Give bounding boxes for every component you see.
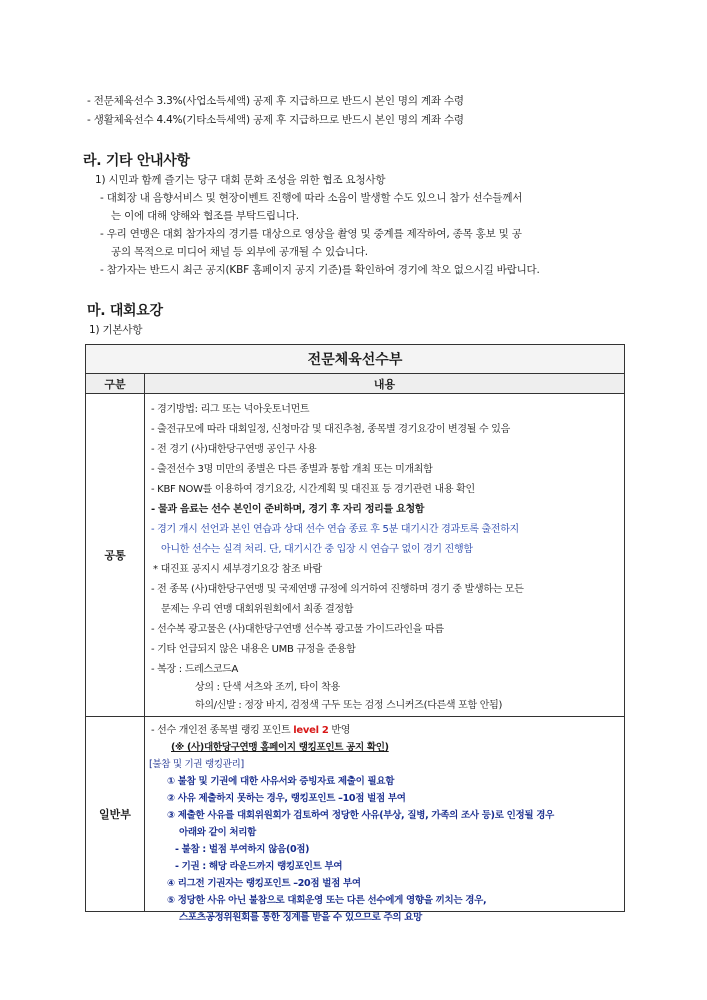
rule-line-bottom-attire: 하의/신발 : 정장 바지, 검정색 구두 또는 검정 스니커즈(다른색 포함 안됨) [195, 700, 503, 711]
column-header-category: 구분 [86, 374, 145, 394]
ranking-rule-5: ⑤ 정당한 사유 아닌 불참으로 대회운영 또는 다른 선수에게 영향을 끼치는 경우, [167, 895, 487, 906]
row-content-common [145, 394, 625, 717]
section-ra-bullet-notice: - 참가자는 반드시 최근 공지(KBF 홈페이지 공지 기준)를 확인하여 경기에 착오 없으시길 바랍니다. [100, 264, 540, 276]
row-category-common: 공통 [86, 394, 145, 717]
rule-line: - 경기방법: 리그 또는 넉아웃토너먼트 [151, 404, 310, 415]
ranking-rule-3-cont: 아래와 같이 처리함 [179, 827, 257, 838]
rule-line-bold: - 물과 음료는 선수 본인이 준비하며, 경기 후 자리 정리를 요청함 [151, 504, 425, 515]
rule-line: - 출전규모에 따라 대회일정, 신청마감 및 대진추첨, 종목별 경기요강이 변경될 수 있음 [151, 424, 510, 435]
section-ra-bullet-noise-cont: 는 이에 대해 양해와 협조를 부탁드립니다. [111, 210, 299, 222]
row-category-general: 일반부 [86, 717, 145, 912]
ranking-notice-link: (※ (사)대한당구연맹 홈페이지 랭킹포인트 공지 확인) [171, 742, 389, 753]
ranking-level-post: 반영 [328, 725, 351, 736]
ranking-level-value: level 2 [293, 725, 329, 736]
ranking-rule-4: ④ 리그전 기권자는 랭킹포인트 –20점 벌점 부여 [167, 878, 361, 889]
ranking-rule-3-forfeit: - 기권 : 해당 라운드까지 랭킹포인트 부여 [175, 861, 343, 872]
rule-line: - 선수복 광고물은 (사)대한당구연맹 선수복 광고물 가이드라인을 따름 [151, 624, 444, 635]
rule-line-dresscode: - 복장 : 드레스코드A [151, 664, 239, 675]
ranking-rule-3-absent: - 불참 : 벌점 부여하지 않음(0점) [175, 844, 310, 855]
ranking-rule-3: ③ 제출한 사유를 대회위원회가 검토하여 정당한 사유(부상, 질병, 가족의 조사 등)로 인정될 경우 [167, 810, 554, 821]
ranking-rule-5-cont: 스포츠공정위원회를 통한 징계를 받을 수 있으므로 주의 요망 [179, 912, 422, 923]
rule-line: - 전 종목 (사)대한당구연맹 및 국제연맹 규정에 의거하여 진행하며 경기 중 발생하는 모든 [151, 584, 524, 595]
rule-line: - 전 경기 (사)대한당구연맹 공인구 사용 [151, 444, 317, 455]
tax-note-amateur: - 생활체육선수 4.4%(기타소득세액) 공제 후 지급하므로 반드시 본인 명의 계좌 수령 [87, 114, 464, 126]
section-ma-title: 마. 대회요강 [87, 303, 163, 319]
ranking-level-line [151, 724, 350, 737]
rule-line-blue-cont: 아니한 선수는 실격 처리. 단, 대기시간 중 입장 시 연습구 없이 경기 진행함 [161, 544, 473, 555]
section-ra-item1: 1) 시민과 함께 즐기는 당구 대회 문화 조성을 위한 협조 요청사항 [95, 174, 386, 186]
rule-line: - KBF NOW를 이용하여 경기요강, 시간계획 및 대진표 등 경기관련 내용 확인 [151, 484, 475, 495]
row-content-general [145, 717, 625, 923]
rule-line: - 출전선수 3명 미만의 종별은 다른 종별과 통합 개최 또는 미개최함 [151, 464, 433, 475]
table-title: 전문체육선수부 [86, 345, 625, 374]
column-header-content: 내용 [145, 374, 625, 394]
ranking-level-pre: - 선수 개인전 종목별 랭킹 포인트 [151, 725, 294, 736]
rule-line-cont: 문제는 우리 연맹 대회위원회에서 최종 결정함 [161, 604, 354, 615]
section-ra-bullet-broadcast: - 우리 연맹은 대회 참가자의 경기를 대상으로 영상을 촬영 및 중계를 제작하여, 종목 홍보 및 공 [100, 228, 522, 240]
rule-note: * 대진표 공지시 세부경기요강 참조 바람 [153, 564, 322, 575]
ranking-subtitle: [불참 및 기권 랭킹관리] [149, 759, 244, 770]
tax-note-professional: - 전문체육선수 3.3%(사업소득세액) 공제 후 지급하므로 반드시 본인 명의 계좌 수령 [87, 95, 464, 107]
section-ra-bullet-noise: - 대회장 내 음향서비스 및 현장이벤트 진행에 따라 소음이 발생할 수도 있으니 참가 선수들께서 [100, 192, 523, 204]
rule-line-blue: - 경기 개시 선언과 본인 연습과 상대 선수 연습 종료 후 5분 대기시간 경과토록 출전하지 [151, 524, 519, 535]
section-ma-item1: 1) 기본사항 [89, 324, 143, 336]
ranking-rule-1: ① 불참 및 기권에 대한 사유서와 증빙자료 제출이 필요함 [167, 776, 395, 787]
rule-line: - 기타 언급되지 않은 내용은 UMB 규정을 준용함 [151, 644, 356, 655]
ranking-rule-2: ② 사유 제출하지 못하는 경우, 랭킹포인트 –10점 벌점 부여 [167, 793, 406, 804]
rule-line-top-attire: 상의 : 단색 셔츠와 조끼, 타이 착용 [195, 682, 340, 693]
section-ra-title: 라. 기타 안내사항 [83, 153, 190, 169]
section-ra-bullet-broadcast-cont: 공의 목적으로 미디어 채널 등 외부에 공개될 수 있습니다. [111, 246, 368, 258]
rules-table [85, 344, 625, 923]
